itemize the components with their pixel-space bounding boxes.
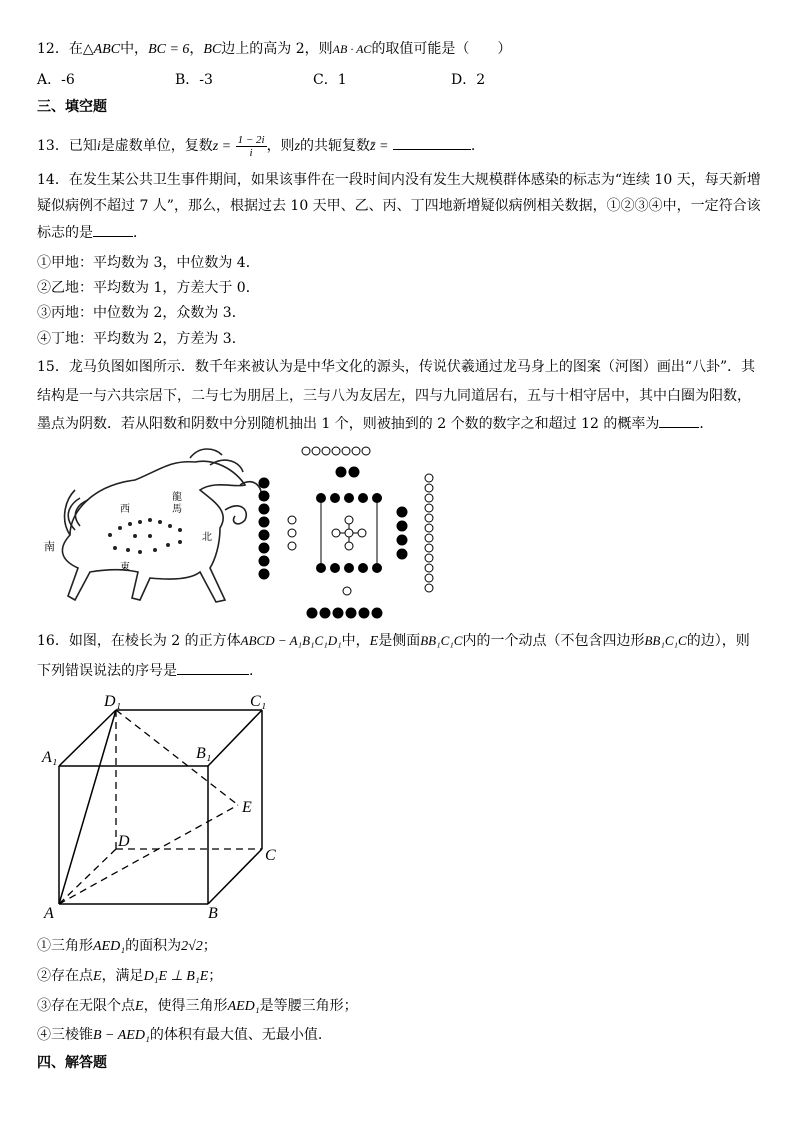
- hetu-center-five: [332, 516, 366, 550]
- section-title-solutions: 四、解答题: [37, 1055, 107, 1071]
- dragon-horse-drawing: [62, 449, 261, 602]
- q15-line-2: 结构是一与六共宗居下，二与七为朋居上，三与八为友居左，四与九同道居右，五与十相守居中，其中白圈为阳数，: [37, 388, 751, 404]
- figure-char-dragon: 龍: [172, 492, 182, 503]
- q16-line-1: 16．如图，在棱长为 2 的正方体ABCD − A₁B₁C₁D₁中，E是侧面BB₁C₁C内的一个动点（不包含四边形BB₁C₁C的边），则: [37, 633, 750, 649]
- q14-line-3: 标志的是 ．: [37, 222, 147, 243]
- label-a: A: [44, 905, 54, 922]
- hetu-eight-black: [259, 478, 269, 579]
- q14-line-2: 疑似病例不超过 7 人”，那么，根据过去 10 天甲、乙、丙、丁四地新增疑似病例相关数据，①②③④中，一定符合该: [37, 198, 761, 214]
- q16-line-2: 下列错误说法的序号是 .: [37, 660, 253, 681]
- q14-item-3: ③丙地：中位数为 2，众数为 3．: [37, 305, 246, 321]
- hetu-diagram: [259, 447, 433, 618]
- q12-option-d: D．2: [451, 72, 486, 88]
- edge-cb: [208, 849, 262, 904]
- figure-char-south: 南: [44, 541, 55, 553]
- label-e: E: [242, 799, 252, 816]
- cube-figure: [36, 690, 296, 926]
- segment-ad1: [59, 710, 116, 904]
- vector-expression: AB · AC: [332, 42, 372, 56]
- label-b: B: [208, 905, 218, 922]
- hetu-six-black: [307, 608, 382, 618]
- q12-option-c: C．1: [313, 72, 347, 88]
- label-d1: D₁: [104, 693, 122, 710]
- label-c: C: [265, 847, 276, 864]
- figure-char-north: 北: [202, 532, 212, 543]
- figure-char-horse: 馬: [172, 504, 182, 515]
- dragon-horse-dots: [108, 518, 182, 554]
- edge-c1b1: [208, 710, 262, 766]
- q15-line-1: 15．龙马负图如图所示．数千年来被认为是中华文化的源头，传说伏羲通过龙马身上的图案（河图）画出“八卦”．其: [37, 359, 756, 375]
- q15-line-3: 墨点为阴数．若从阳数和阴数中分别随机抽出 1 个，则被抽到的 2 个数的数字之和超过 12 的概率为 ．: [37, 413, 713, 434]
- answer-blank[interactable]: [93, 222, 133, 237]
- q16-item-1: ①三角形AED₁的面积为2√2；: [37, 938, 217, 954]
- q16-item-3: ③存在无限个点E，使得三角形AED₁是等腰三角形；: [37, 998, 358, 1014]
- answer-blank[interactable]: [177, 660, 249, 675]
- segment-d1e: [116, 710, 238, 805]
- q12-option-b: B．-3: [175, 72, 213, 88]
- hetu-one-white: [343, 587, 351, 595]
- label-d: D: [118, 833, 130, 850]
- q14-item-1: ①甲地：平均数为 3，中位数为 4．: [37, 255, 260, 271]
- hetu-three-white: [288, 516, 296, 550]
- hetu-nine-white: [425, 474, 433, 592]
- fraction: $\frac{1 - 2i}{i}$: [237, 133, 265, 159]
- answer-blank[interactable]: [393, 135, 471, 150]
- q14-line-1: 14．在发生某公共卫生事件期间，如果该事件在一段时间内没有发生大规模群体感染的标志为“连续 10 天，每天新增: [37, 172, 761, 188]
- q16-item-2: ②存在点E，满足D₁E ⊥ B₁E；: [37, 968, 223, 984]
- segment-ae: [59, 805, 238, 904]
- hetu-two-black: [336, 467, 359, 477]
- label-a1: A₁: [42, 749, 58, 766]
- q12-option-a: A．-6: [37, 72, 75, 88]
- hetu-four-black: [397, 507, 407, 559]
- answer-blank[interactable]: [659, 413, 699, 428]
- hetu-seven-white: [302, 447, 370, 455]
- figure-char-east: 東: [120, 562, 130, 573]
- q16-item-4: ④三棱锥B − AED₁的体积有最大值、无最小值.: [37, 1027, 323, 1043]
- label-c1: C₁: [250, 693, 267, 710]
- label-b1: B₁: [196, 745, 212, 762]
- dragon-horse-figure: [40, 440, 460, 620]
- section-title-fill-in: 三、填空题: [37, 99, 107, 115]
- q12-stem: 12．在△ABC中，BC = 6，BC边上的高为 2，则AB · AC的取值可能是（ ）: [37, 41, 512, 57]
- figure-char-west: 西: [120, 504, 130, 515]
- q14-item-2: ②乙地：平均数为 1，方差大于 0．: [37, 280, 260, 296]
- q13-stem: 13．已知i是虚数单位，复数z = $\frac{1 - 2i}{i}$ ，则z的共轭复数z̄ = .: [37, 133, 476, 159]
- q14-item-4: ④丁地：平均数为 2，方差为 3．: [37, 331, 246, 347]
